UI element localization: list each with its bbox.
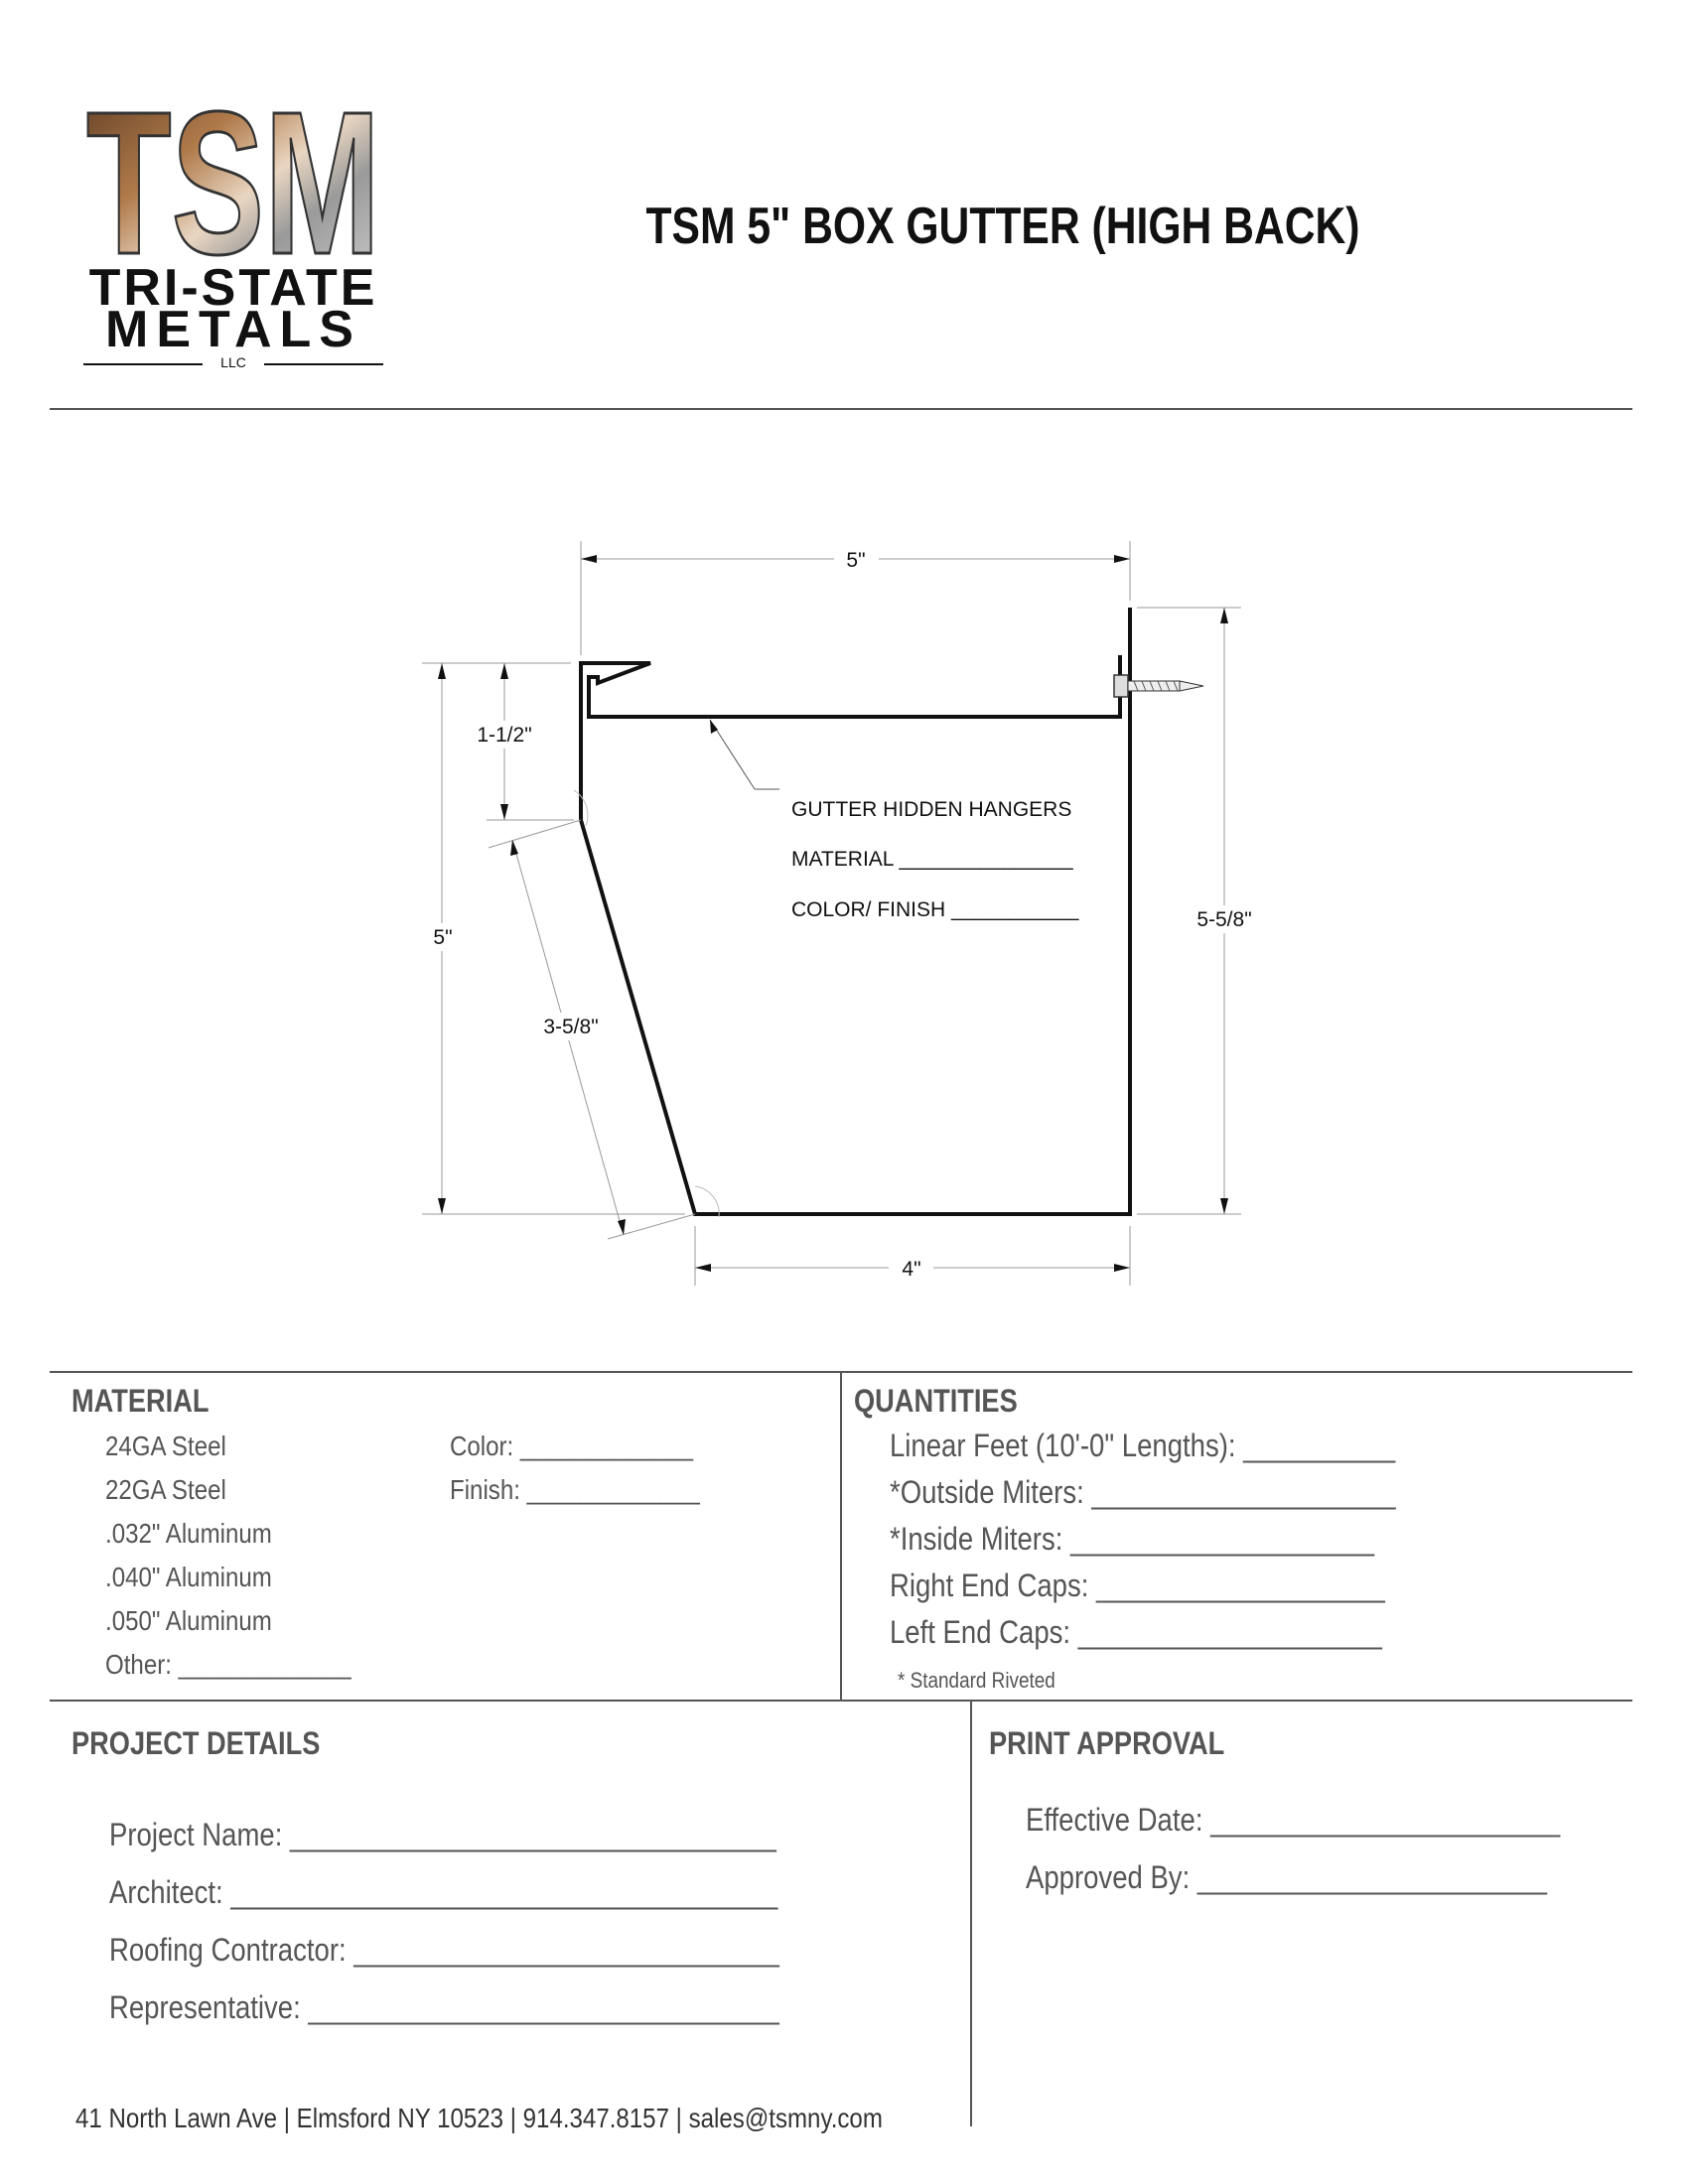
material-option: 24GA Steel xyxy=(105,1431,226,1461)
riveted-note: * Standard Riveted xyxy=(898,1668,1055,1693)
logo-name-line1: TRI-STATE xyxy=(88,259,378,317)
header-divider xyxy=(50,408,1632,410)
representative-field[interactable]: Representative: _______________________________ xyxy=(109,1989,779,2025)
note-color-finish: COLOR/ FINISH ___________ xyxy=(791,898,1079,921)
dim-top-width: 5" xyxy=(846,549,866,572)
note-hidden-hangers: GUTTER HIDDEN HANGERS xyxy=(791,798,1072,821)
effective-date-field[interactable]: Effective Date: _______________________ xyxy=(1026,1802,1561,1838)
tsm-logo-mark xyxy=(79,94,387,263)
footer-contact: 41 North Lawn Ave | Elmsford NY 10523 | 914.347.8157 | sales@tsmny.com xyxy=(75,2103,883,2133)
project-details-heading: PROJECT DETAILS xyxy=(71,1725,321,1761)
material-quantities-divider xyxy=(840,1371,842,1701)
color-field[interactable]: Color: _____________ xyxy=(450,1431,694,1461)
inside-miters-field[interactable]: *Inside Miters: ____________________ xyxy=(890,1521,1375,1557)
left-end-caps-field[interactable]: Left End Caps: ____________________ xyxy=(890,1614,1382,1650)
material-other-field[interactable]: Other: _____________ xyxy=(105,1649,352,1680)
form-middle-divider xyxy=(50,1700,1632,1702)
company-logo xyxy=(79,94,387,372)
document-title: TSM 5" BOX GUTTER (HIGH BACK) xyxy=(645,198,1360,255)
dim-slope: 3-5/8" xyxy=(543,1016,599,1038)
material-heading: MATERIAL xyxy=(71,1383,210,1419)
architect-field[interactable]: Architect: ____________________________________ xyxy=(109,1874,778,1910)
logo-name-line2: METALS xyxy=(105,301,361,358)
material-option: .050" Aluminum xyxy=(105,1605,272,1636)
note-material: MATERIAL _______________ xyxy=(791,848,1073,871)
dim-bottom-width: 4" xyxy=(902,1258,921,1281)
print-approval-heading: PRINT APPROVAL xyxy=(989,1725,1225,1761)
dim-left-upper: 1-1/2" xyxy=(477,724,532,747)
approved-by-field[interactable]: Approved By: _______________________ xyxy=(1026,1859,1547,1895)
quantities-heading: QUANTITIES xyxy=(854,1383,1018,1419)
logo-divider-right xyxy=(264,363,383,365)
project-approval-divider xyxy=(970,1700,972,2126)
material-option: .032" Aluminum xyxy=(105,1518,272,1549)
gutter-profile-drawing xyxy=(0,516,1688,1310)
finish-field[interactable]: Finish: _____________ xyxy=(450,1474,700,1505)
outside-miters-field[interactable]: *Outside Miters: ____________________ xyxy=(890,1474,1396,1510)
dim-left-total: 5" xyxy=(433,926,453,949)
screw-icon xyxy=(1114,675,1203,697)
dim-right-height: 5-5/8" xyxy=(1196,908,1252,931)
material-option: .040" Aluminum xyxy=(105,1562,272,1592)
right-end-caps-field[interactable]: Right End Caps: ___________________ xyxy=(890,1568,1385,1603)
roofing-contractor-field[interactable]: Roofing Contractor: ____________________________ xyxy=(109,1932,779,1968)
logo-llc: LLC xyxy=(220,354,246,370)
material-option: 22GA Steel xyxy=(105,1474,226,1505)
logo-mark-text: TSM xyxy=(86,94,380,263)
project-name-field[interactable]: Project Name: ________________________________ xyxy=(109,1817,776,1852)
linear-feet-field[interactable]: Linear Feet (10'-0" Lengths): __________ xyxy=(890,1428,1396,1463)
